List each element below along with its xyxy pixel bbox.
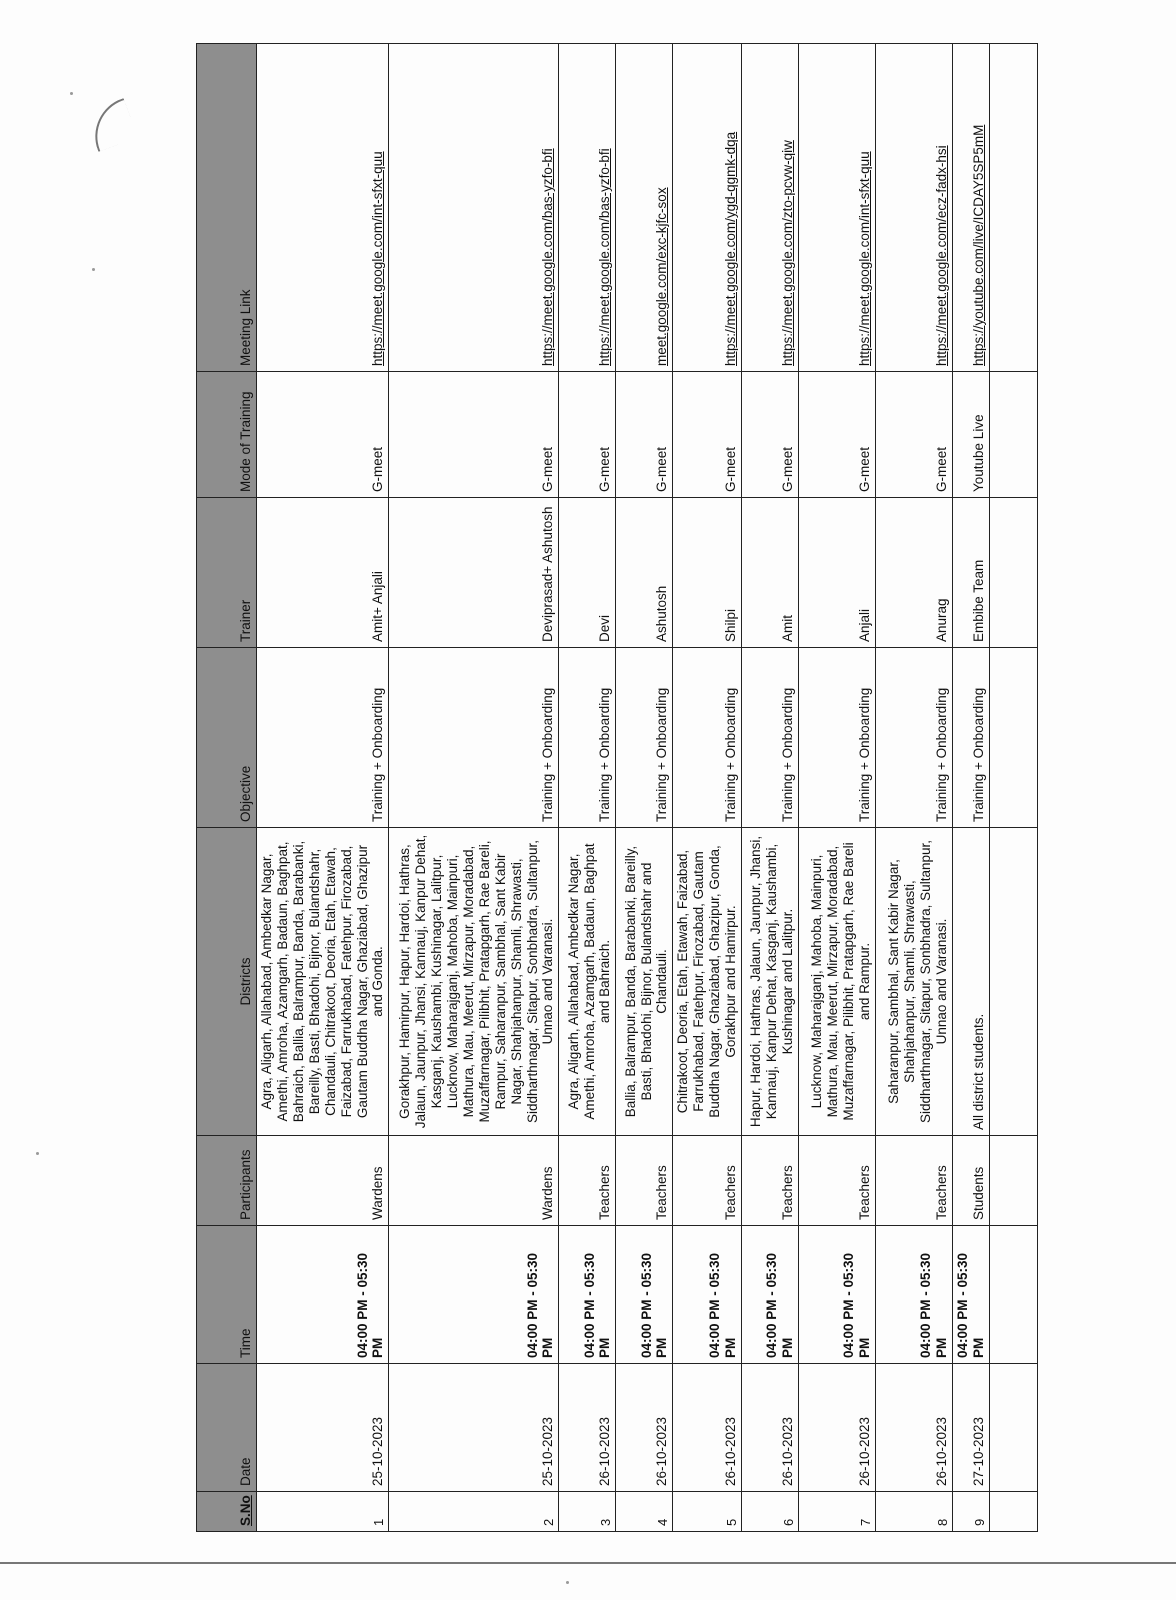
cell-time: 04:00 PM - 05:30 PM [559,1226,616,1364]
rotated-table-wrapper [196,44,987,1532]
meeting-link[interactable]: https://meet.google.com/int-sfxt-quu [799,44,876,372]
scan-mark [84,98,138,152]
table-row [389,44,559,1532]
cell-participants: Teachers [742,1136,799,1226]
cell-time: 04:00 PM - 05:30 PM [389,1226,559,1364]
cell-sno: 5 [673,1492,742,1532]
cell-mode: G-meet [257,372,389,498]
cell-date: 26-10-2023 [742,1364,799,1492]
cell-mode: G-meet [673,372,742,498]
cell-time: 04:00 PM - 05:30 PM [953,1226,990,1364]
cell-time: 04:00 PM - 05:30 PM [799,1226,876,1364]
meeting-link[interactable]: https://meet.google.com/bas-yzfo-bfi [389,44,559,372]
cell-sno: 9 [953,1492,990,1532]
empty-cell [989,498,1037,648]
empty-cell [989,1226,1037,1364]
cell-objective: Training + Onboarding [559,648,616,828]
table-row [559,44,616,1532]
cell-date: 25-10-2023 [389,1364,559,1492]
cell-trainer: Deviprasad+ Ashutosh [389,498,559,648]
cell-sno: 1 [257,1492,389,1532]
header-participants: Participants [197,1136,257,1226]
scan-edge-line [0,1562,1176,1564]
cell-mode: G-meet [559,372,616,498]
cell-participants: Teachers [799,1136,876,1226]
scan-speck [566,1581,569,1584]
scan-speck [70,92,73,95]
cell-districts: Gorakhpur, Hamirpur, Hapur, Hardoi, Hathras, Jalaun, Jaunpur, Jhansi, Kannauj, Kanpur Dehat, Kasganj, Kaushambi, Kushinagar, Lalitpur, Lucknow, Maharajganj, Mahoba, Mainpuri, Mathura, Mau, Meerut, Mirzapur, Moradabad, Muzaffarnagar, Pilibhit, Pratapgarh, Rae Bareli, Rampur, Saharanpur, Sambhal, Sant Kabir Nagar, Shahjahanpur, Shamli, Shrawasti, Siddharthnagar, Sitapur, Sonbhadra, Sultanpur, Unnao and Varanasi. [389,828,559,1136]
empty-cell [989,1492,1037,1532]
table-row [953,44,990,1532]
cell-participants: Teachers [876,1136,953,1226]
empty-cell [989,44,1037,372]
header-mode: Mode of Training [197,372,257,498]
cell-sno: 3 [559,1492,616,1532]
table-row [673,44,742,1532]
cell-objective: Training + Onboarding [953,648,990,828]
cell-date: 26-10-2023 [799,1364,876,1492]
cell-objective: Training + Onboarding [389,648,559,828]
cell-trainer: Anjali [799,498,876,648]
cell-sno: 4 [616,1492,673,1532]
cell-mode: Youtube Live [953,372,990,498]
table-row [799,44,876,1532]
empty-cell [989,648,1037,828]
cell-trainer: Anurag [876,498,953,648]
cell-districts: Saharanpur, Sambhal, Sant Kabir Nagar, Shahjahanpur, Shamli, Shrawasti, Siddharthnagar, Sitapur, Sonbhadra, Sultanpur, Unnao and Varanasi. [876,828,953,1136]
cell-objective: Training + Onboarding [616,648,673,828]
cell-mode: G-meet [616,372,673,498]
cell-trainer: Ashutosh [616,498,673,648]
cell-sno: 2 [389,1492,559,1532]
table-row [257,44,389,1532]
cell-date: 26-10-2023 [559,1364,616,1492]
header-sno: S.No [197,1492,257,1532]
meeting-link[interactable]: https://meet.google.com/zto-pcvw-qiw [742,44,799,372]
cell-participants: Wardens [389,1136,559,1226]
cell-districts: All district students. [953,828,990,1136]
cell-participants: Teachers [673,1136,742,1226]
header-trainer: Trainer [197,498,257,648]
meeting-link[interactable]: https://meet.google.com/ecz-fadx-hsi [876,44,953,372]
blank-row [989,44,1037,1532]
header-date: Date [197,1364,257,1492]
header-objective: Objective [197,648,257,828]
empty-cell [989,372,1037,498]
cell-objective: Training + Onboarding [257,648,389,828]
meeting-link[interactable]: https://meet.google.com/ygd-qgmk-dqa [673,44,742,372]
cell-objective: Training + Onboarding [799,648,876,828]
header-districts: Districts [197,828,257,1136]
cell-mode: G-meet [742,372,799,498]
empty-cell [989,828,1037,1136]
cell-time: 04:00 PM - 05:30 PM [257,1226,389,1364]
empty-cell [989,1136,1037,1226]
table-row [616,44,673,1532]
scan-speck [92,268,95,271]
cell-districts: Agra, Aligarh, Allahabad, Ambedkar Nagar, Amethi, Amroha, Azamgarh, Badaun, Baghpat, Bahraich, Ballia, Balrampur, Banda, Barabanki, Bareilly, Basti, Bhadohi, Bijnor, Bulandshahr, Chandauli, Chitrakoot, Deoria, Etah, Etawah, Faizabad, Farrukhabad, Fatehpur, Firozabad, Gautam Buddha Nagar, Ghaziabad, Ghazipur and Gonda. [257,828,389,1136]
header-row [197,44,257,1532]
cell-districts: Agra, Aligarh, Allahabad, Ambedkar Nagar, Amethi, Amroha, Azamgarh, Badaun, Baghpat and Bahraich. [559,828,616,1136]
cell-date: 26-10-2023 [616,1364,673,1492]
header-time: Time [197,1226,257,1364]
cell-trainer: Amit [742,498,799,648]
meeting-link[interactable]: https://meet.google.com/int-sfxt-quu [257,44,389,372]
meeting-link[interactable]: https://meet.google.com/bas-yzfo-bfi [559,44,616,372]
cell-date: 26-10-2023 [876,1364,953,1492]
empty-cell [989,1364,1037,1492]
cell-objective: Training + Onboarding [876,648,953,828]
cell-trainer: Amit+ Anjali [257,498,389,648]
cell-mode: G-meet [799,372,876,498]
cell-districts: Hapur, Hardoi, Hathras, Jalaun, Jaunpur, Jhansi, Kannauj, Kanpur Dehat, Kasganj, Kaushambi, Kushinagar and Lalitpur. [742,828,799,1136]
cell-objective: Training + Onboarding [742,648,799,828]
cell-time: 04:00 PM - 05:30 PM [742,1226,799,1364]
cell-participants: Wardens [257,1136,389,1226]
cell-districts: Chitrakoot, Deoria, Etah, Etawah, Faizabad, Farrukhabad, Fatehpur, Firozabad, Gautam Buddha Nagar, Ghaziabad, Ghazipur, Gonda, Gorakhpur and Hamirpur. [673,828,742,1136]
cell-districts: Ballia, Balrampur, Banda, Barabanki, Bareilly, Basti, Bhadohi, Bijnor, Bulandshahr and Chandauli. [616,828,673,1136]
meeting-link[interactable]: https://youtube.com/live/ICDAY5SP5mM [953,44,990,372]
cell-time: 04:00 PM - 05:30 PM [673,1226,742,1364]
cell-date: 27-10-2023 [953,1364,990,1492]
cell-participants: Teachers [559,1136,616,1226]
table-row [876,44,953,1532]
scan-speck [36,1152,39,1155]
cell-trainer: Devi [559,498,616,648]
training-schedule-table [196,43,1038,1532]
cell-districts: Lucknow, Maharajganj, Mahoba, Mainpuri, Mathura, Mau, Meerut, Mirzapur, Moradabad, Muzaffarnagar, Pilibhit, Pratapgarh, Rae Bareli and Rampur. [799,828,876,1136]
cell-time: 04:00 PM - 05:30 PM [876,1226,953,1364]
cell-trainer: Embibe Team [953,498,990,648]
cell-sno: 8 [876,1492,953,1532]
cell-sno: 6 [742,1492,799,1532]
cell-participants: Teachers [616,1136,673,1226]
cell-trainer: Shilpi [673,498,742,648]
meeting-link[interactable]: meet.google.com/exc-kjfc-sox [616,44,673,372]
cell-mode: G-meet [389,372,559,498]
cell-date: 25-10-2023 [257,1364,389,1492]
cell-date: 26-10-2023 [673,1364,742,1492]
cell-sno: 7 [799,1492,876,1532]
cell-participants: Students [953,1136,990,1226]
cell-time: 04:00 PM - 05:30 PM [616,1226,673,1364]
header-link: Meeting Link [197,44,257,372]
cell-mode: G-meet [876,372,953,498]
cell-objective: Training + Onboarding [673,648,742,828]
table-row [742,44,799,1532]
